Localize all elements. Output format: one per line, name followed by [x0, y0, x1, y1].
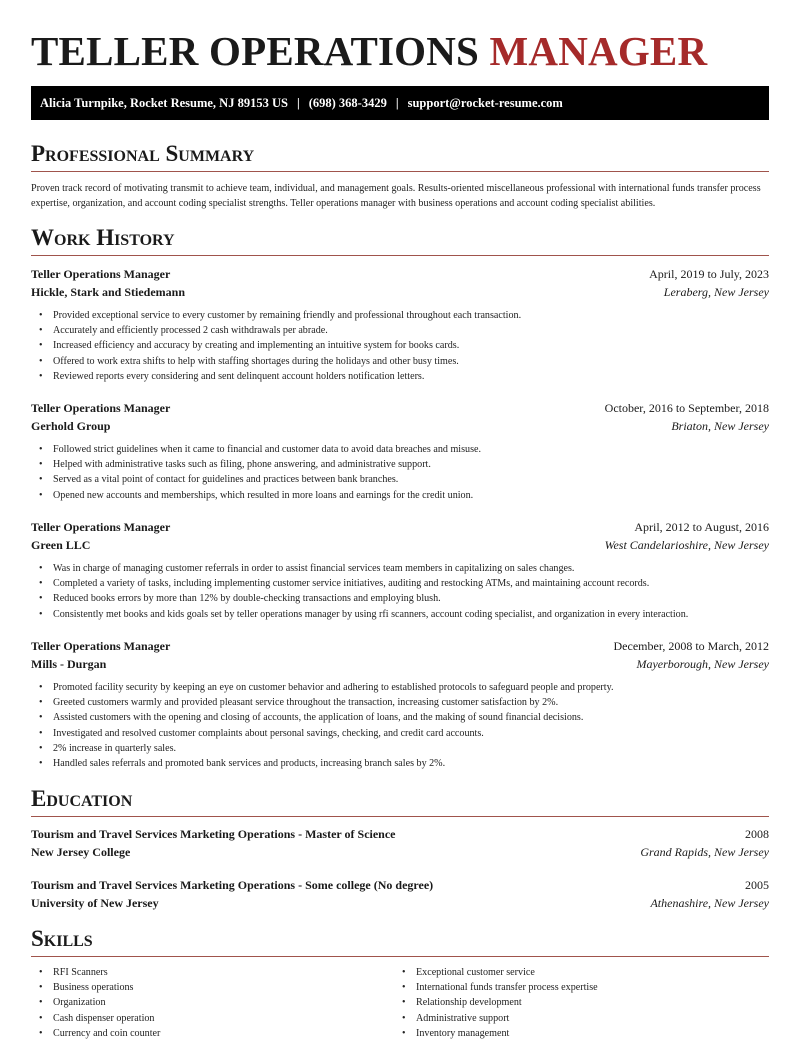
job-company: Gerhold Group — [31, 419, 111, 433]
job-company: Green LLC — [31, 538, 91, 552]
job-location: Mayerborough, New Jersey — [636, 657, 769, 671]
skills-column-right — [394, 965, 598, 1041]
job-company: Hickle, Stark and Stiedemann — [31, 285, 186, 299]
list-item: • Consistently met books and kids goals set by teller operations manager by using rfi scanners, account coding specialist, and organization in every interaction. — [53, 607, 769, 622]
job-entry — [31, 518, 769, 622]
list-item: • Assisted customers with the opening and closing of accounts, the application of loans, and the making of sound financial decisions. — [53, 710, 769, 725]
job-dates: October, 2016 to September, 2018 — [604, 401, 769, 415]
list-item: • Offered to work extra shifts to help with staffing shortages during the holidays and other busy times. — [53, 354, 769, 369]
education-heading: Education — [31, 786, 769, 817]
list-item: • Was in charge of managing customer referrals in order to assist financial services team members in capitalizing on sales changes. — [53, 561, 769, 576]
list-item: • Promoted facility security by keeping an eye on customer behavior and adhering to established protocols to safeguard people and property. — [53, 680, 769, 695]
list-item: • Increased efficiency and accuracy by creating and implementing an intuitive system for books cards. — [53, 338, 769, 353]
job-title: Teller Operations Manager — [31, 520, 171, 534]
contact-address: Alicia Turnpike, Rocket Resume, NJ 89153 US — [40, 96, 288, 110]
job-location: West Candelarioshire, New Jersey — [604, 538, 769, 552]
resume-title — [31, 28, 707, 74]
job-dates: December, 2008 to March, 2012 — [613, 639, 769, 653]
job-entry — [31, 637, 769, 771]
skill-item: • Business operations — [53, 980, 160, 995]
education-year: 2008 — [745, 827, 769, 841]
list-item: • Served as a vital point of contact for guidelines and practices between bank branches. — [53, 472, 769, 487]
contact-bar — [31, 86, 769, 120]
job-bullets — [31, 308, 769, 384]
list-item: • Helped with administrative tasks such as filing, phone answering, and administrative support. — [53, 457, 769, 472]
summary-text: Proven track record of motivating transmit to achieve team, individual, and management goals. Results-oriented miscellaneous professional with international funds transfer process expertise, organization, and account coding specialist strengths. Teller operations manager with business operations and account coding specialist abilities. — [31, 183, 761, 210]
education-school: University of New Jersey — [31, 896, 159, 910]
contact-phone[interactable]: (698) 368-3429 — [308, 96, 387, 110]
list-item: • Greeted customers warmly and provided pleasant service throughout the transaction, increasing customer satisfaction by 2%. — [53, 695, 769, 710]
job-bullets — [31, 680, 769, 771]
work-history-heading: Work History — [31, 225, 769, 256]
list-item: • Opened new accounts and memberships, which resulted in more loans and earnings for the credit union. — [53, 488, 769, 503]
education-school: New Jersey College — [31, 845, 131, 859]
skill-item: • Currency and coin counter — [53, 1026, 160, 1041]
list-item: • Reduced books errors by more than 12% by double-checking transactions and employing blush. — [53, 591, 769, 606]
summary-heading: Professional Summary — [31, 141, 769, 172]
title-main: TELLER OPERATIONS — [31, 28, 480, 74]
skill-item: • International funds transfer process expertise — [416, 980, 598, 995]
skills-column-left — [31, 965, 160, 1041]
job-bullets — [31, 442, 769, 503]
skill-item: • Inventory management — [416, 1026, 598, 1041]
job-location: Briaton, New Jersey — [671, 419, 769, 433]
list-item: • 2% increase in quarterly sales. — [53, 741, 769, 756]
list-item: • Completed a variety of tasks, including implementing customer service initiatives, auditing and restocking ATMs, and maintaining account records. — [53, 576, 769, 591]
education-degree: Tourism and Travel Services Marketing Operations - Master of Science — [31, 827, 396, 841]
list-item: • Provided exceptional service to every customer by remaining friendly and professional throughout each transaction. — [53, 308, 769, 323]
list-item: • Investigated and resolved customer complaints about personal savings, checking, and credit card accounts. — [53, 726, 769, 741]
contact-separator: | — [296, 96, 300, 110]
education-degree: Tourism and Travel Services Marketing Operations - Some college (No degree) — [31, 878, 434, 892]
job-location: Leraberg, New Jersey — [663, 285, 769, 299]
contact-email[interactable]: support@rocket-resume.com — [407, 96, 563, 110]
education-year: 2005 — [745, 878, 769, 892]
job-dates: April, 2012 to August, 2016 — [634, 520, 769, 534]
job-bullets — [31, 561, 769, 622]
skill-item: • Relationship development — [416, 995, 598, 1010]
title-accent: MANAGER — [489, 28, 708, 74]
skill-item: • Administrative support — [416, 1011, 598, 1026]
skills-heading: Skills — [31, 926, 769, 957]
list-item: • Handled sales referrals and promoted bank services and products, increasing branch sales by 2%. — [53, 756, 769, 771]
list-item: • Followed strict guidelines when it came to financial and customer data to avoid data breaches and misuse. — [53, 442, 769, 457]
education-location: Athenashire, New Jersey — [650, 896, 769, 910]
job-title: Teller Operations Manager — [31, 267, 171, 281]
list-item: • Accurately and efficiently processed 2 cash withdrawals per abrade. — [53, 323, 769, 338]
skill-item: • Organization — [53, 995, 160, 1010]
job-title: Teller Operations Manager — [31, 401, 171, 415]
education-entry — [31, 876, 769, 912]
contact-separator: | — [395, 96, 399, 110]
skill-item: • Cash dispenser operation — [53, 1011, 160, 1026]
skill-item: • RFI Scanners — [53, 965, 160, 980]
education-entry — [31, 825, 769, 861]
job-entry — [31, 399, 769, 503]
skill-item: • Exceptional customer service — [416, 965, 598, 980]
list-item: • Reviewed reports every considering and sent delinquent account holders notification letters. — [53, 369, 769, 384]
education-location: Grand Rapids, New Jersey — [640, 845, 769, 859]
job-company: Mills - Durgan — [31, 657, 107, 671]
job-entry — [31, 265, 769, 384]
job-title: Teller Operations Manager — [31, 639, 171, 653]
job-dates: April, 2019 to July, 2023 — [649, 267, 769, 281]
